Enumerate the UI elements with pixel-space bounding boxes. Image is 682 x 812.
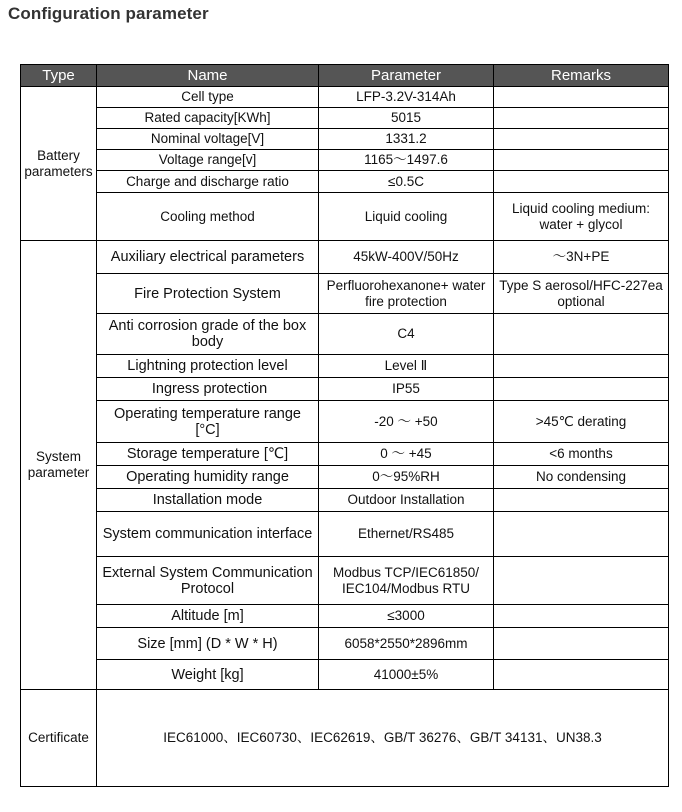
row-remarks <box>494 355 669 378</box>
configuration-table <box>20 64 669 787</box>
table-row <box>21 314 669 355</box>
row-parameter: Ethernet/RS485 <box>319 512 494 557</box>
row-name: Operating humidity range <box>97 466 319 489</box>
row-remarks <box>494 512 669 557</box>
table-row <box>21 171 669 193</box>
row-remarks: Type S aerosol/HFC-227ea optional <box>494 274 669 314</box>
row-parameter: 0～95%RH <box>319 466 494 489</box>
row-parameter: 41000±5% <box>319 660 494 690</box>
row-parameter: 1165～1497.6 <box>319 150 494 171</box>
table-row <box>21 241 669 274</box>
header-remarks: Remarks <box>494 65 669 87</box>
row-name: Operating temperature range [°C] <box>97 401 319 443</box>
header-type: Type <box>21 65 97 87</box>
row-remarks <box>494 314 669 355</box>
row-name: Storage temperature [℃] <box>97 443 319 466</box>
header-parameter: Parameter <box>319 65 494 87</box>
row-remarks <box>494 87 669 108</box>
row-parameter: 6058*2550*2896mm <box>319 628 494 660</box>
row-parameter: -20 ～ +50 <box>319 401 494 443</box>
row-remarks: ～3N+PE <box>494 241 669 274</box>
row-name: Lightning protection level <box>97 355 319 378</box>
type-system-parameter: System parameter <box>21 241 97 690</box>
row-parameter: Modbus TCP/IEC61850/ IEC104/Modbus RTU <box>319 557 494 605</box>
row-name: Nominal voltage[V] <box>97 129 319 150</box>
certificate-value: IEC61000、IEC60730、IEC62619、GB/T 36276、GB/T 34131、UN38.3 <box>97 690 669 787</box>
row-remarks <box>494 378 669 401</box>
row-remarks <box>494 628 669 660</box>
row-name: Rated capacity[KWh] <box>97 108 319 129</box>
row-name: System communication interface <box>97 512 319 557</box>
row-parameter: 45kW-400V/50Hz <box>319 241 494 274</box>
row-name: Auxiliary electrical parameters <box>97 241 319 274</box>
row-remarks <box>494 489 669 512</box>
table-row <box>21 355 669 378</box>
row-remarks: No condensing <box>494 466 669 489</box>
row-name: Weight [kg] <box>97 660 319 690</box>
row-remarks: <6 months <box>494 443 669 466</box>
row-name: Anti corrosion grade of the box body <box>97 314 319 355</box>
table-row <box>21 274 669 314</box>
table-row <box>21 489 669 512</box>
row-parameter: Outdoor Installation <box>319 489 494 512</box>
row-remarks <box>494 171 669 193</box>
table-row <box>21 193 669 241</box>
type-battery-parameters: Battery parameters <box>21 87 97 241</box>
row-parameter: LFP-3.2V-314Ah <box>319 87 494 108</box>
row-name: Installation mode <box>97 489 319 512</box>
table-row <box>21 150 669 171</box>
row-name: Cell type <box>97 87 319 108</box>
table-row <box>21 378 669 401</box>
row-parameter: Perfluorohexanone+ water fire protection <box>319 274 494 314</box>
row-name: Ingress protection <box>97 378 319 401</box>
row-parameter: ≤0.5C <box>319 171 494 193</box>
table-row <box>21 690 669 787</box>
row-name: Cooling method <box>97 193 319 241</box>
row-name: Voltage range[v] <box>97 150 319 171</box>
row-parameter: Liquid cooling <box>319 193 494 241</box>
row-name: Size [mm] (D * W * H) <box>97 628 319 660</box>
row-remarks: >45℃ derating <box>494 401 669 443</box>
row-remarks <box>494 605 669 628</box>
row-parameter: IP55 <box>319 378 494 401</box>
row-name: Charge and discharge ratio <box>97 171 319 193</box>
row-parameter: 0 ～ +45 <box>319 443 494 466</box>
row-name: External System Communication Protocol <box>97 557 319 605</box>
table-row <box>21 129 669 150</box>
row-parameter: 1331.2 <box>319 129 494 150</box>
row-remarks: Liquid cooling medium: water + glycol <box>494 193 669 241</box>
type-certificate: Certificate <box>21 690 97 787</box>
table-row <box>21 557 669 605</box>
table-row <box>21 660 669 690</box>
row-remarks <box>494 660 669 690</box>
row-parameter: ≤3000 <box>319 605 494 628</box>
table-row <box>21 401 669 443</box>
row-name: Fire Protection System <box>97 274 319 314</box>
table-row <box>21 628 669 660</box>
row-parameter: 5015 <box>319 108 494 129</box>
header-name: Name <box>97 65 319 87</box>
row-parameter: C4 <box>319 314 494 355</box>
row-remarks <box>494 150 669 171</box>
row-remarks <box>494 129 669 150</box>
table-row <box>21 605 669 628</box>
row-remarks <box>494 108 669 129</box>
table-row <box>21 443 669 466</box>
row-parameter: Level Ⅱ <box>319 355 494 378</box>
table-header-row <box>21 65 669 87</box>
table-row <box>21 87 669 108</box>
table-row <box>21 512 669 557</box>
page-title: Configuration parameter <box>8 4 209 23</box>
table-row <box>21 466 669 489</box>
table-row <box>21 108 669 129</box>
row-name: Altitude [m] <box>97 605 319 628</box>
row-remarks <box>494 557 669 605</box>
